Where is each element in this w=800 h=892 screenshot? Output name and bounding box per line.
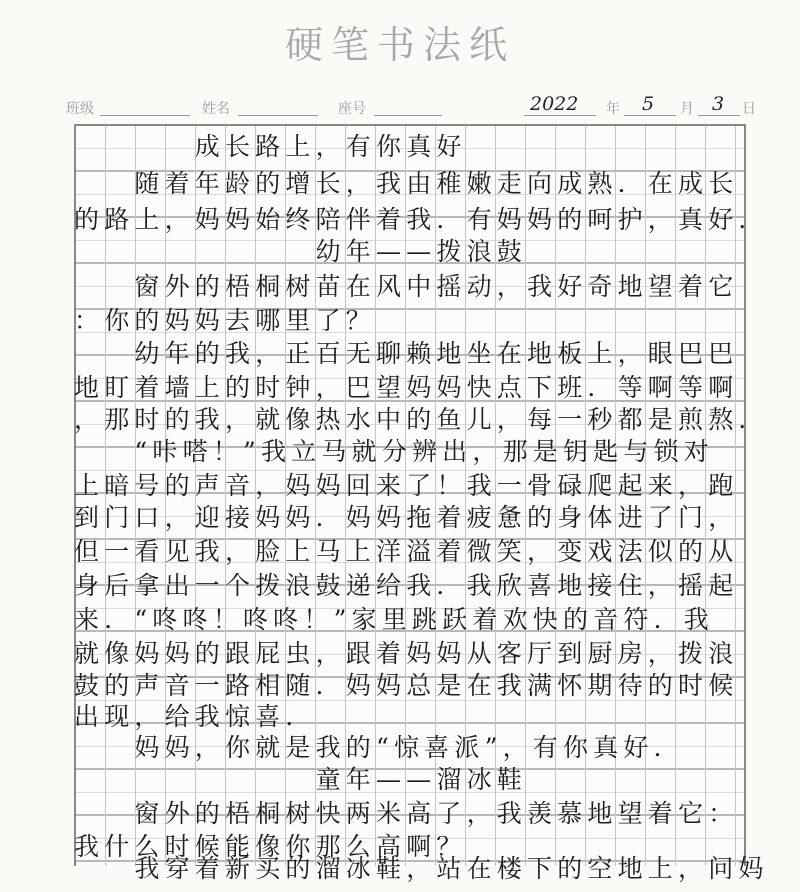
essay-line: 鼓的声音一路相随．妈妈总是在我满怀期待的时候 — [74, 671, 739, 700]
essay-line: “咔嗒！”我立马就分辨出，那是钥匙与锁对 — [74, 437, 714, 466]
essay-line: ：你的妈妈去哪里了？ — [74, 306, 377, 335]
essay-line: 但一看见我，脸上马上洋溢着微笑，变戏法似的从 — [74, 537, 739, 566]
essay-line: 妈妈，你就是我的“惊喜派”，有你真好． — [74, 733, 684, 762]
essay-line: 的路上，妈妈始终陪伴着我．有妈妈的呵护，真好． — [74, 205, 769, 234]
essay-line: 童年——溜冰鞋 — [74, 765, 528, 794]
essay-line: 窗外的梧桐树苗在风中摇动，我好奇地望着它 — [74, 272, 739, 301]
essay-line: 出现，给我惊喜． — [74, 702, 316, 731]
year-value: 2022 — [530, 93, 579, 115]
essay-line: 幼年的我，正百无聊赖地坐在地板上，眼巴巴 — [74, 339, 739, 368]
month-line — [624, 115, 676, 116]
page-title: 硬笔书法纸 — [284, 23, 515, 67]
essay-line: 我什么时候能像你那么高啊？ — [74, 832, 467, 861]
essay-line: 到门口，迎接妈妈．妈妈拖着疲惫的身体进了门， — [74, 503, 739, 532]
month-value: 5 — [642, 93, 655, 115]
year-label: 年 — [606, 101, 620, 117]
essay-line: 幼年——拨浪鼓 — [74, 237, 528, 266]
month-label: 月 — [680, 101, 694, 117]
day-label: 日 — [742, 101, 756, 117]
essay-line: 我穿着新买的溜冰鞋，站在楼下的空地上，问妈 — [74, 854, 769, 883]
seat-label: 座号 — [338, 101, 366, 117]
essay-line: 就像妈妈的跟屁虫，跟着妈妈从客厅到厨房，拨浪 — [74, 639, 739, 668]
day-line — [698, 115, 740, 116]
essay-line: 身后拿出一个拨浪鼓递给我．我欣喜地接住，摇起 — [74, 571, 739, 600]
essay-line: ，那时的我，就像热水中的鱼儿，每一秒都是煎熬． — [74, 405, 769, 434]
essay-line: 地盯着墙上的时钟，巴望妈妈快点下班．等啊等啊 — [74, 373, 739, 402]
essay-line: 来．“咚咚！咚咚！”家里跳跃着欢快的音符．我 — [74, 605, 714, 634]
essay-line: 窗外的梧桐树快两米高了，我羡慕地望着它： — [74, 799, 739, 828]
info-bar — [66, 93, 756, 120]
day-value: 3 — [712, 93, 725, 115]
essay-line: 成长路上，有你真好 — [74, 132, 467, 161]
name-line — [238, 115, 318, 116]
seat-line — [374, 115, 442, 116]
class-label: 班级 — [66, 101, 94, 117]
class-line — [100, 115, 190, 116]
year-line — [524, 115, 596, 116]
essay-line: 随着年龄的增长，我由稚嫩走向成熟．在成长 — [74, 169, 739, 198]
essay-line: 上暗号的声音，妈妈回来了！我一骨碌爬起来，跑 — [74, 471, 739, 500]
name-label: 姓名 — [202, 101, 230, 117]
essay-text — [74, 124, 800, 883]
